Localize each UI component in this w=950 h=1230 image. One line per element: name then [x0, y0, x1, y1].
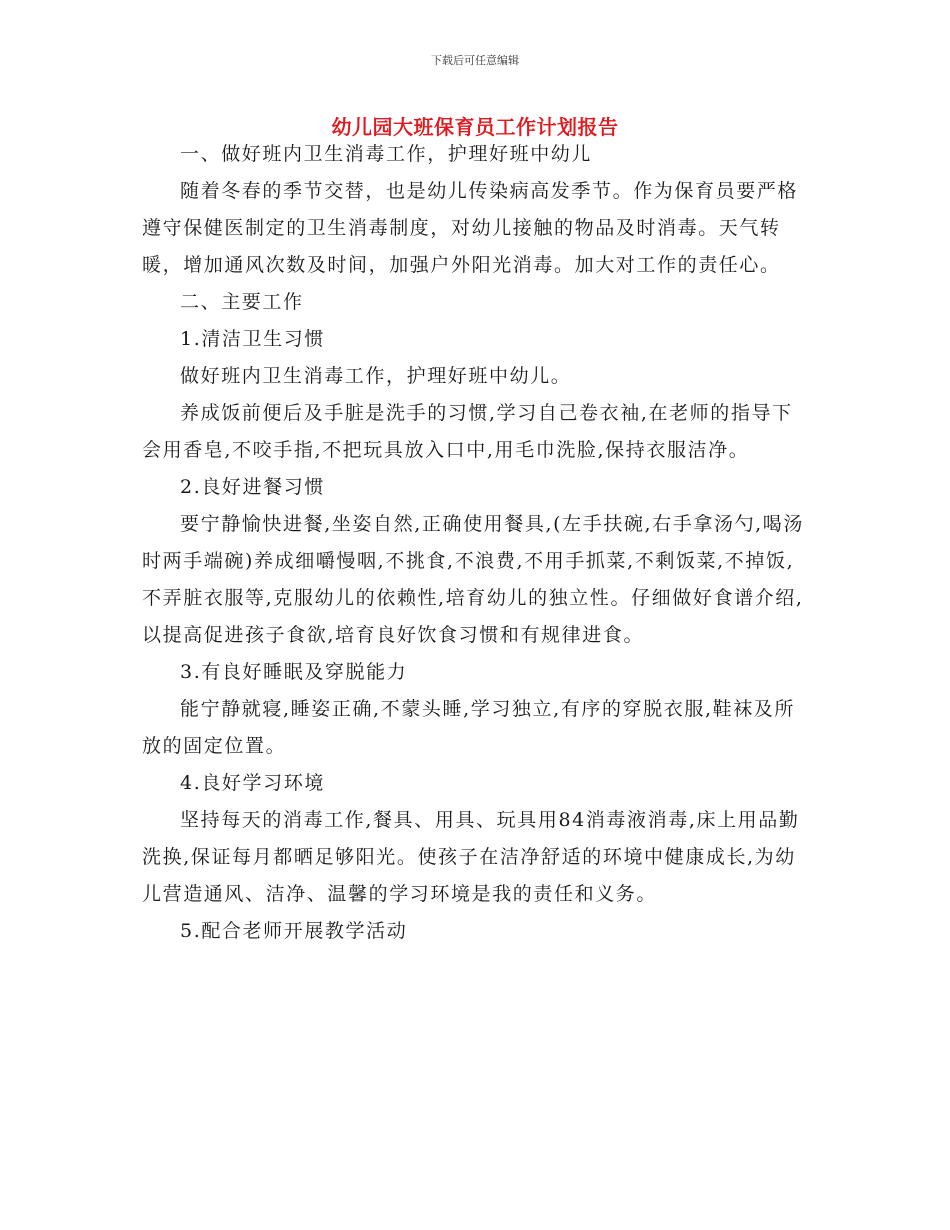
- item-heading-eating: 2.良好进餐习惯: [180, 476, 325, 498]
- header-note: 下载后可任意编辑: [431, 54, 519, 67]
- item-heading-sleep: 3.有良好睡眠及穿脱能力: [180, 661, 408, 683]
- paragraph-sleep: 能宁静就寝,睡姿正确,不蒙头睡,学习独立,有序的穿脱衣服,鞋袜及所放的固定位置。: [142, 698, 795, 757]
- section-heading-main-work: 二、主要工作: [180, 291, 304, 313]
- document-title: 幼儿园大班保育员工作计划报告: [331, 115, 619, 139]
- paragraph-cleanliness-1: 做好班内卫生消毒工作，护理好班中幼儿。: [180, 365, 572, 387]
- paragraph-eating: 要宁静愉快进餐,坐姿自然,正确使用餐具,(左手扶碗,右手拿汤勺,喝汤时两手端碗)养成细嚼慢咽,不挑食,不浪费,不用手抓菜,不剩饭菜,不掉饭,不弄脏衣服等,克服幼儿的依赖性,培育幼儿的独立性。仔细做好食谱介绍,以提高促进孩子食欲,培育良好饮食习惯和有规律进食。: [142, 513, 805, 646]
- paragraph-cleanliness-2: 养成饭前便后及手脏是洗手的习惯,学习自己卷衣袖,在老师的指导下会用香皂,不咬手指,不把玩具放入口中,用毛巾洗脸,保持衣服洁净。: [142, 402, 793, 461]
- document-body: [142, 136, 812, 950]
- item-heading-teaching: 5.配合老师开展教学活动: [180, 920, 408, 942]
- paragraph-season-intro: 随着冬春的季节交替，也是幼儿传染病高发季节。作为保育员要严格遵守保健医制定的卫生消毒制度，对幼儿接触的物品及时消毒。天气转暖，增加通风次数及时间，加强户外阳光消毒。加大对工作的责任心。: [142, 180, 799, 276]
- item-heading-cleanliness: 1.清洁卫生习惯: [180, 328, 325, 350]
- item-heading-environment: 4.良好学习环境: [180, 772, 325, 794]
- paragraph-environment: 坚持每天的消毒工作,餐具、用具、玩具用84消毒液消毒,床上用品勤洗换,保证每月都晒足够阳光。使孩子在洁净舒适的环境中健康成长,为幼儿营造通风、洁净、温馨的学习环境是我的责任和义务。: [142, 809, 800, 905]
- section-heading-hygiene: 一、做好班内卫生消毒工作，护理好班中幼儿: [180, 143, 593, 165]
